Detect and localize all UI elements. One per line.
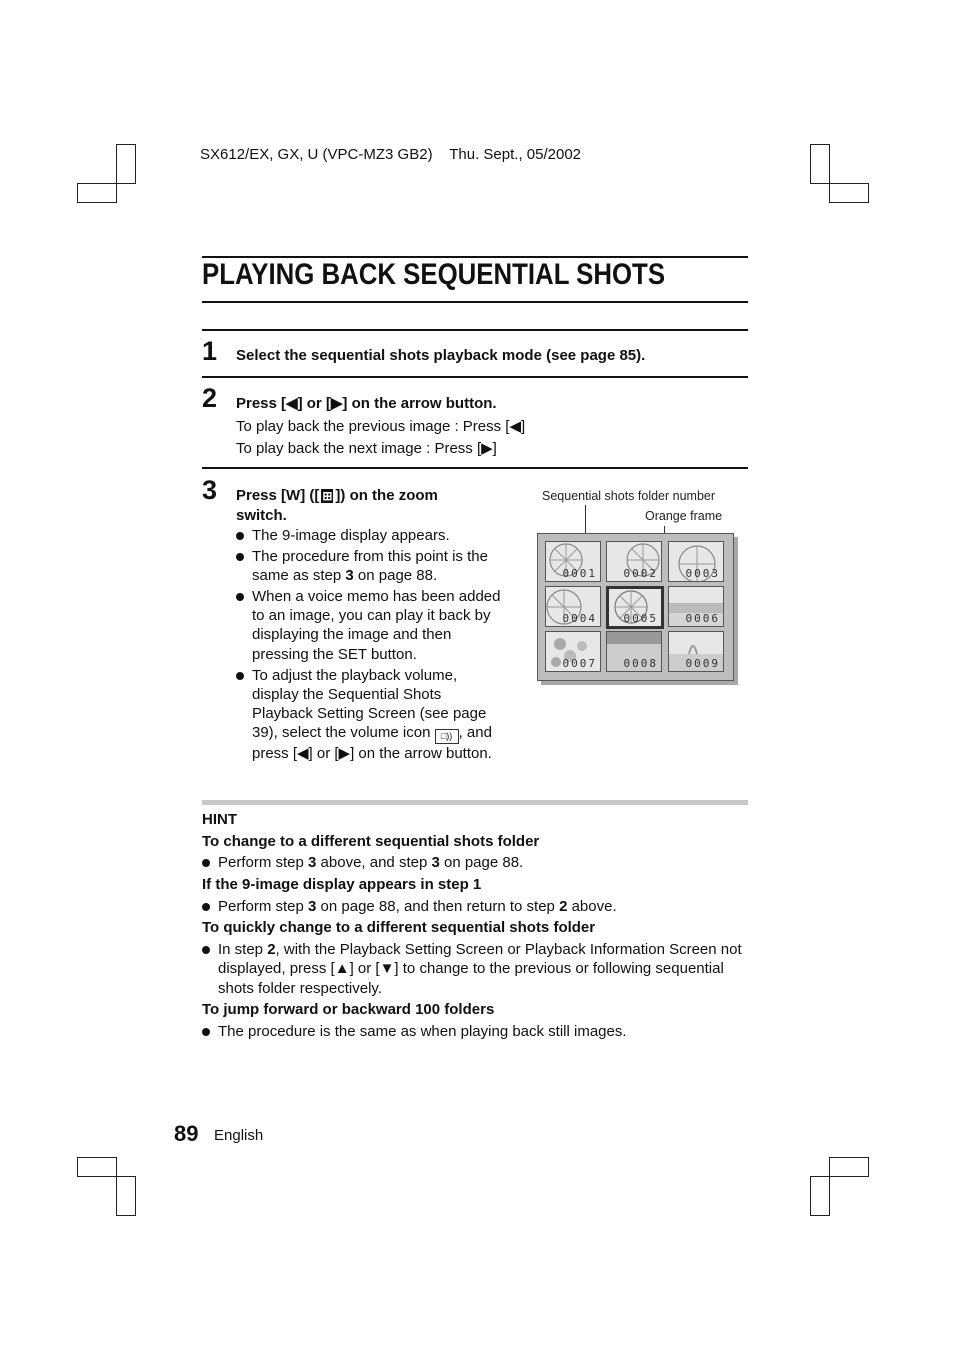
nine-image-display	[537, 533, 734, 681]
hint-text: on page 88, and then return to step	[316, 898, 560, 915]
step-3-heading	[236, 486, 438, 525]
list-item	[236, 666, 504, 764]
page-number: 89	[174, 1121, 199, 1146]
thumbnail-0002	[606, 541, 662, 582]
step-3-heading-text-b: ]) on the zoom	[335, 487, 438, 504]
thumbnail-number: 0003	[685, 567, 720, 580]
thumbnail-number: 0007	[562, 657, 597, 670]
hint-text: In step	[218, 941, 268, 958]
crop-mark-bottom-left-h	[77, 1157, 117, 1177]
hint-step-ref: 3	[308, 898, 317, 915]
hint-item-change-folder	[202, 853, 758, 872]
hint-heading-nine-image: If the 9-image display appears in step 1	[202, 876, 482, 893]
thumbnail-0001	[545, 541, 601, 582]
bullet-step-ref: 3	[345, 567, 354, 585]
thumbnail-number: 0004	[562, 612, 597, 625]
label-folder-number: Sequential shots folder number	[542, 489, 716, 503]
crop-mark-bottom-left-v	[116, 1176, 136, 1216]
label-orange-frame: Orange frame	[645, 509, 723, 523]
step-3-bullet-list	[236, 526, 504, 765]
bullet-icon	[236, 593, 244, 601]
list-item	[236, 547, 504, 586]
page-language: English	[214, 1127, 264, 1144]
hint-text: above, and step	[316, 854, 432, 871]
step-3-heading-text-c: switch.	[236, 506, 287, 524]
hint-step-ref: 2	[267, 941, 276, 958]
step-3-heading-text-a: Press [W] ([	[236, 487, 320, 504]
thumbnail-number: 0006	[685, 612, 720, 625]
thumbnail-number: 0008	[623, 657, 658, 670]
bullet-icon	[236, 672, 244, 680]
list-item	[236, 587, 504, 664]
bullet-icon	[202, 903, 210, 911]
bullet-icon	[236, 532, 244, 540]
crop-mark-top-right-h	[829, 183, 869, 203]
thumbnail-number: 0001	[562, 567, 597, 580]
crop-mark-top-left-v	[116, 144, 136, 184]
thumbnail-0003	[668, 541, 724, 582]
list-item	[236, 526, 504, 545]
thumbnail-0008	[606, 631, 662, 672]
hint-text: Perform step	[218, 898, 309, 915]
hint-step-ref: 3	[431, 854, 440, 871]
step-1-rule	[202, 329, 748, 331]
bullet-icon	[202, 1028, 210, 1036]
doc-id: SX612/EX, GX, U (VPC-MZ3 GB2)	[200, 146, 433, 163]
step-1-heading: Select the sequential shots playback mode (see page 85).	[236, 347, 646, 364]
thumbnail-0006	[668, 586, 724, 627]
crop-mark-top-left-h	[77, 183, 117, 203]
page-title: PLAYING BACK SEQUENTIAL SHOTS	[202, 258, 666, 291]
hint-item-jump-100	[202, 1022, 758, 1041]
step-2-rule	[202, 376, 748, 378]
step-3-number: 3	[202, 475, 218, 505]
crop-mark-top-right-v	[810, 144, 830, 184]
hint-item-nine-image	[202, 897, 758, 916]
hint-heading-change-folder: To change to a different sequential shots folder	[202, 833, 540, 850]
bullet-icon	[202, 859, 210, 867]
thumbnail-number: 0005	[623, 612, 658, 625]
bullet-text: The procedure from this point is the same as step	[252, 547, 488, 585]
thumbnail-0007	[545, 631, 601, 672]
hint-heading-jump-100: To jump forward or backward 100 folders	[202, 1001, 495, 1018]
bullet-text: When a voice memo has been added to an image, you can play it back by displaying the image and then pressing the SET button.	[252, 587, 501, 663]
hint-heading-quick-change: To quickly change to a different sequential shots folder	[202, 919, 596, 936]
bullet-text: , and press [◀] or [▶] on the arrow button.	[252, 724, 492, 763]
step-2-number: 2	[202, 383, 218, 413]
step-2-heading: Press [◀] or [▶] on the arrow button.	[236, 395, 497, 412]
bullet-text: on page 88.	[353, 567, 438, 585]
bullet-icon	[202, 946, 210, 954]
title-bottom-rule	[202, 301, 748, 303]
thumbnail-number: 0009	[685, 657, 720, 670]
hint-title: HINT	[202, 811, 237, 828]
hint-text: The procedure is the same as when playing back still images.	[218, 1023, 627, 1040]
hint-text: Perform step	[218, 854, 309, 871]
hint-item-quick-change	[202, 940, 748, 998]
volume-icon: □))	[435, 729, 459, 744]
bullet-icon	[236, 553, 244, 561]
thumbnail-number: 0002	[623, 567, 658, 580]
crop-mark-bottom-right-v	[810, 1176, 830, 1216]
nine-image-icon: ⊞	[322, 489, 333, 503]
step-2-line-previous: To play back the previous image : Press [◀]	[236, 418, 526, 435]
bullet-text: To adjust the playback volume, display the Sequential Shots Playback Setting Screen (see page 39), select the volume icon	[252, 666, 487, 742]
step-3-rule	[202, 467, 748, 469]
thumbnail-0005-selected	[606, 586, 664, 629]
hint-step-ref: 2	[559, 898, 568, 915]
hint-text: above.	[567, 898, 617, 915]
thumbnail-0004	[545, 586, 601, 627]
step-2-line-next: To play back the next image : Press [▶]	[236, 440, 497, 457]
crop-mark-bottom-right-h	[829, 1157, 869, 1177]
thumbnail-0009	[668, 631, 724, 672]
document-header	[200, 146, 581, 163]
step-1-number: 1	[202, 336, 218, 366]
hint-step-ref: 3	[308, 854, 317, 871]
bullet-text: The 9-image display appears.	[252, 527, 450, 544]
hint-divider	[202, 800, 748, 805]
hint-text: , with the Playback Setting Screen or Playback Information Screen not displayed, press [▲] or [▼] to change to the previous or following sequential shots folder respectively.	[218, 941, 742, 997]
hint-text: on page 88.	[439, 854, 524, 871]
doc-date: Thu. Sept., 05/2002	[449, 146, 582, 163]
